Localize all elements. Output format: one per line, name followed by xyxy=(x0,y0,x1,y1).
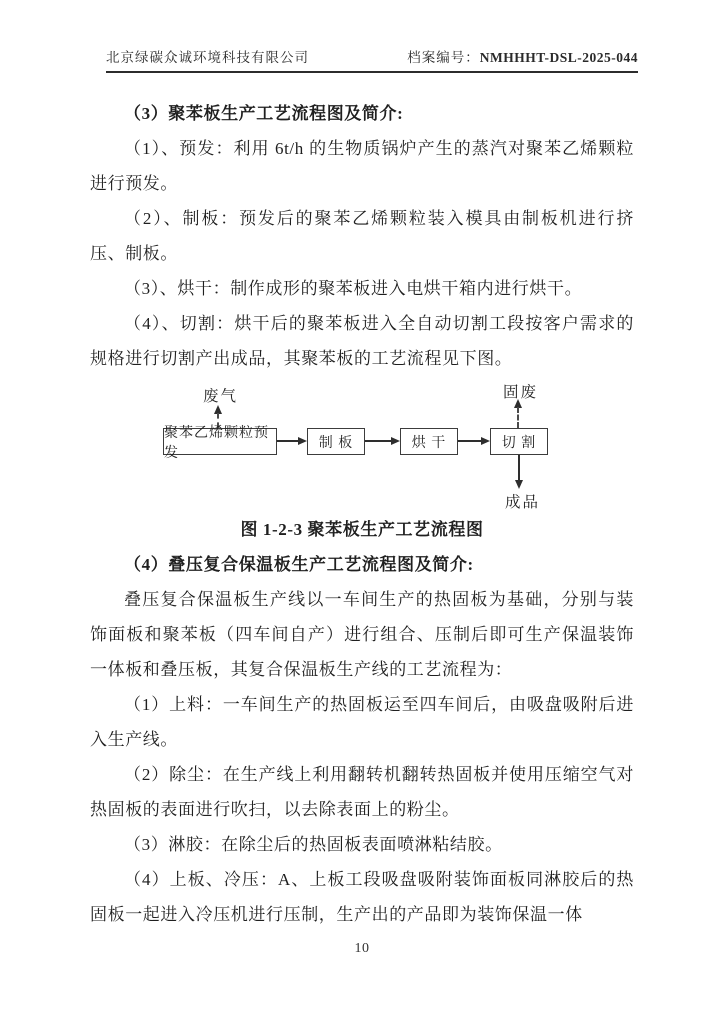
section-3-heading: （3）聚苯板生产工艺流程图及简介: xyxy=(124,104,404,123)
dashed-line xyxy=(517,407,519,428)
para-laminated-intro: 叠压复合保温板生产线以一车间生产的热固板为基础，分别与装饰面板和聚苯板（四车间自产）进行组合、压制后即可生产保温装饰一体板和叠压板，其复合保温板生产线的工艺流程为： xyxy=(90,590,634,679)
para-dedusting: （2）除尘：在生产线上利用翻转机翻转热固板并使用压缩空气对热固板的表面进行吹扫，以去除表面上的粉尘。 xyxy=(90,765,634,819)
flow-box-dry: 烘 干 xyxy=(400,428,458,455)
flow-line xyxy=(518,455,520,480)
para-pressing: （4）上板、冷压：A、上板工段吸盘吸附装饰面板同淋胶后的热固板一起进入冷压机进行压制，生产出的产品即为装饰保温一体 xyxy=(90,870,634,924)
product-label: 成品 xyxy=(505,494,541,511)
flow-line xyxy=(365,440,391,442)
page-number: 10 xyxy=(354,941,370,956)
right-arrow-icon xyxy=(391,437,400,445)
doc-number: NMHHHT-DSL-2025-044 xyxy=(479,50,638,65)
company-name: 北京绿碳众诚环境科技有限公司 xyxy=(106,50,309,65)
para-prefoaming: （1）、预发：利用 6t/h 的生物质锅炉产生的蒸汽对聚苯乙烯颗粒进行预发。 xyxy=(90,139,634,193)
process-flow-diagram xyxy=(90,378,634,512)
flow-box-board: 制 板 xyxy=(307,428,365,455)
figure-caption: 图 1-2-3 聚苯板生产工艺流程图 xyxy=(240,520,484,539)
flow-line xyxy=(458,440,481,442)
flow-box-prefoam: 聚苯乙烯颗粒预发 xyxy=(163,428,277,455)
doc-number-label: 档案编号： xyxy=(407,50,480,65)
flow-line xyxy=(277,440,298,442)
para-cutting: （4）、切割：烘干后的聚苯板进入全自动切割工段按客户需求的规格进行切割产出成品，其聚苯板的工艺流程见下图。 xyxy=(90,314,634,368)
section-4-heading: （4）叠压复合保温板生产工艺流程图及简介: xyxy=(124,555,474,574)
flow-box-cut: 切 割 xyxy=(490,428,548,455)
solid-waste-label: 固废 xyxy=(503,384,539,401)
para-loading: （1）上料：一车间生产的热固板运至四车间后，由吸盘吸附后进入生产线。 xyxy=(90,695,634,749)
para-gluing: （3）淋胶：在除尘后的热固板表面喷淋粘结胶。 xyxy=(124,835,503,854)
waste-gas-label: 废气 xyxy=(203,388,239,405)
right-arrow-icon xyxy=(481,437,490,445)
para-board-making: （2）、制板：预发后的聚苯乙烯颗粒装入模具由制板机进行挤压、制板。 xyxy=(90,209,634,263)
down-arrow-icon xyxy=(515,480,523,489)
para-drying: （3）、烘干：制作成形的聚苯板进入电烘干箱内进行烘干。 xyxy=(124,279,583,298)
right-arrow-icon xyxy=(298,437,307,445)
